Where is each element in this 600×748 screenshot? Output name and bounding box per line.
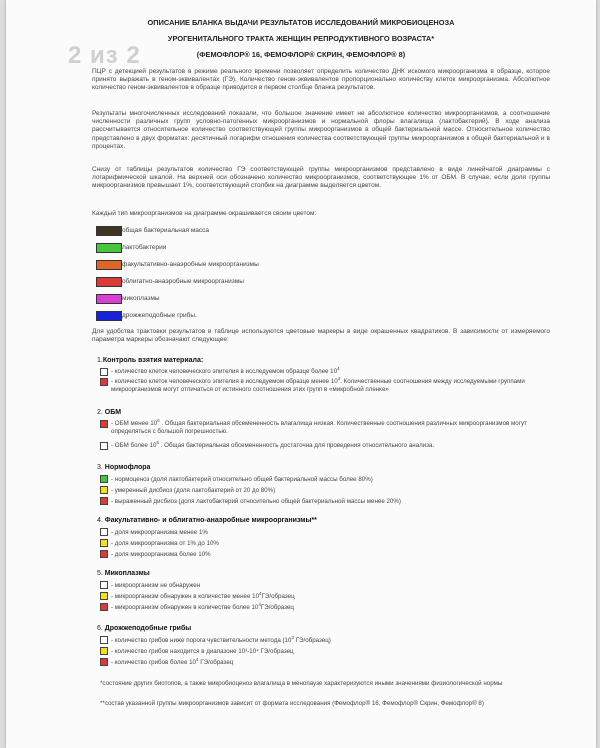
title-line-2: УРОГЕНИТАЛЬНОГО ТРАКТА ЖЕНЩИН РЕПРОДУКТИВНОГО ВОЗРАСТА*: [167, 34, 435, 43]
legend-swatch: [96, 260, 122, 270]
document-page: [6, 0, 596, 748]
marker-square: [100, 539, 108, 547]
marker-description: - доля микроорганизма менее 1%: [111, 529, 208, 536]
marker-description: - выраженный дисбиоз (доля лактобактерий относительно общей бактериальной массы менее 20%): [111, 498, 401, 505]
legend-label: микоплазмы: [122, 295, 160, 302]
legend-swatch: [96, 243, 122, 253]
marker-description: - микроорганизм обнаружен в количестве менее $10^4ГЭ$/образец: [111, 590, 295, 600]
legend-swatch: [96, 226, 122, 236]
title-line-3: (ФЕМОФЛОР® 16, ФЕМОФЛОР® СКРИН, ФЕМОФЛОР® 8): [196, 50, 406, 59]
marker-square: [100, 378, 108, 386]
section-3-heading: 3. Нормофлора: [97, 464, 151, 471]
marker-description: - доля микроорганизма более 10%: [111, 551, 211, 558]
section-4-heading: 4. Факультативно- и облигатно-анаэробные микроорганизмы**: [97, 517, 317, 524]
section-1-heading: 1.Контроль взятия материала:: [97, 357, 204, 364]
marker-square: [100, 603, 108, 611]
legend-intro: Каждый тип микроорганизмов на диаграмме окрашивается своим цветом:: [92, 210, 317, 217]
marker-square: [100, 647, 108, 655]
marker-description: - нормоценоз (доля лактобактерий относительно общей бактериальной массы более 80%): [111, 476, 373, 483]
marker-square: [100, 592, 108, 600]
marker-description: - количество клеток человеческого эпителия в исследуемом образце менее $10^4$. Количественные соотношения между исследуемыми группами микроорганизмов могут отличаться от истинного соотношения этих групп в «микробной пленке»: [111, 375, 525, 393]
marker-square: [100, 497, 108, 505]
marker-square: [100, 528, 108, 536]
legend-label: лактобактерии: [122, 244, 167, 251]
intro-paragraph-1: ПЦР с детекцией результатов в режиме реального времени позволяет определить количество ДНК искомого микроорганизма в образце, которое принято выражать в геном-эквивалентах (ГЭ). Количество геном-эквивалентов пропорционально количеству клеток микроорганизма. Абсолютное количество геном-эквивалентов в образце приводится в первом столбце бланка результатов.: [92, 68, 550, 92]
marker-description: - доля микроорганизма от 1% до 10%: [111, 540, 219, 547]
marker-square: [100, 581, 108, 589]
marker-square: [100, 658, 108, 666]
marker-square: [100, 442, 108, 450]
marker-description: - микроорганизм обнаружен в количестве более $10^4ГЭ$/образец: [111, 601, 294, 611]
footnote-2: **состав указанной группы микроорганизмов зависит от формата исследования (Фемофлор® 16, Фемофлор® Скрин, Фемофлор® 8): [100, 700, 484, 707]
footnote-1: *состояние других биотопов, а также микробиоценоз влагалища в менопаузе характеризуются иными значениями физиологической нормы: [100, 680, 503, 687]
marker-description: - количество грибов более $10^4$ ГЭ/образец: [111, 656, 234, 666]
legend-label: общая бактериальная масса: [122, 227, 210, 234]
marker-square: [100, 475, 108, 483]
marker-description: - микроорганизм не обнаружен: [111, 582, 201, 589]
marker-description: - ОБМ менее $10^6$ . Общая бактериальная обсемененность влагалища низкая. Количественные соотношения различных микроорганизмов могут определяться с большой погрешностью.: [111, 417, 527, 435]
marker-description: - количество грибов находится в диапазоне 10³-10⁴ ГЭ/образец: [111, 648, 294, 655]
legend-label: дрожжеподобные грибы.: [122, 312, 197, 319]
legend-swatch: [96, 311, 122, 321]
intro-paragraph-2: Результаты многочисленных исследований показали, что большое значение имеет не абсолютное количество микроорганизмов, а соотношение численности различных групп условно-патогенных микроорганизмов и нормальной флоры влагалища (лактобактерий). В ходе анализа рассчитывается относительное количество соответствующей группы микроорганизмов в общей бактериальной массе. Относительное количество представлено в двух форматах: десятичный логарифм отношения количества соответствующей группы микроорганизмов к общей бактериальной и в процентах.: [92, 110, 550, 150]
page-number-badge: 2 из 2: [68, 42, 141, 69]
legend-label: облигатно-анаэробные микроорганизмы: [122, 278, 244, 285]
title-line-1: ОПИСАНИЕ БЛАНКА ВЫДАЧИ РЕЗУЛЬТАТОВ ИССЛЕДОВАНИЙ МИКРОБИОЦЕНОЗА: [147, 18, 455, 27]
marker-description: - количество грибов ниже порога чувствительности метода ($10^3$ ГЭ/образец): [111, 634, 331, 644]
marker-square: [100, 420, 108, 428]
legend-label: факультативно-анаэробные микроорганизмы: [122, 261, 259, 268]
marker-description: - количество клеток человеческого эпителия в исследуемом образце более $10^4$: [111, 365, 340, 375]
section-5-heading: 5. Микоплазмы: [97, 570, 150, 577]
marker-square: [100, 486, 108, 494]
markers-intro: Для удобства трактовки результатов в таблице используются цветовые маркеры в виде окрашенных квадратиков. В зависимости от измеряемого параметра маркеры обозначают следующее:: [92, 328, 550, 344]
marker-description: - умеренный дисбиоз (доля лактобактерий от 20 до 80%): [111, 487, 276, 494]
section-6-heading: 6. Дрожжеподобные грибы: [97, 625, 192, 632]
section-2-heading: 2. ОБМ: [97, 409, 122, 416]
legend-swatch: [96, 294, 122, 304]
marker-square: [100, 636, 108, 644]
marker-description: - ОБМ более $10^6$ . Общая бактериальная обсемененность достаточна для проведения относительного анализа.: [111, 439, 435, 449]
marker-square: [100, 550, 108, 558]
intro-paragraph-3: Снизу от таблицы результатов количество ГЭ соответствующей группы микроорганизмов представлено в виде линейчатой диаграммы с логарифмической шкалой. На верхней оси обозначено количество микроорганизмов, соответствующее 1% от ОБМ. В случае, если доля группы микроорганизмов превышает 1%, соответствующий столбик на диаграмме выделяется цветом.: [92, 166, 550, 190]
marker-square: [100, 368, 108, 376]
legend-swatch: [96, 277, 122, 287]
